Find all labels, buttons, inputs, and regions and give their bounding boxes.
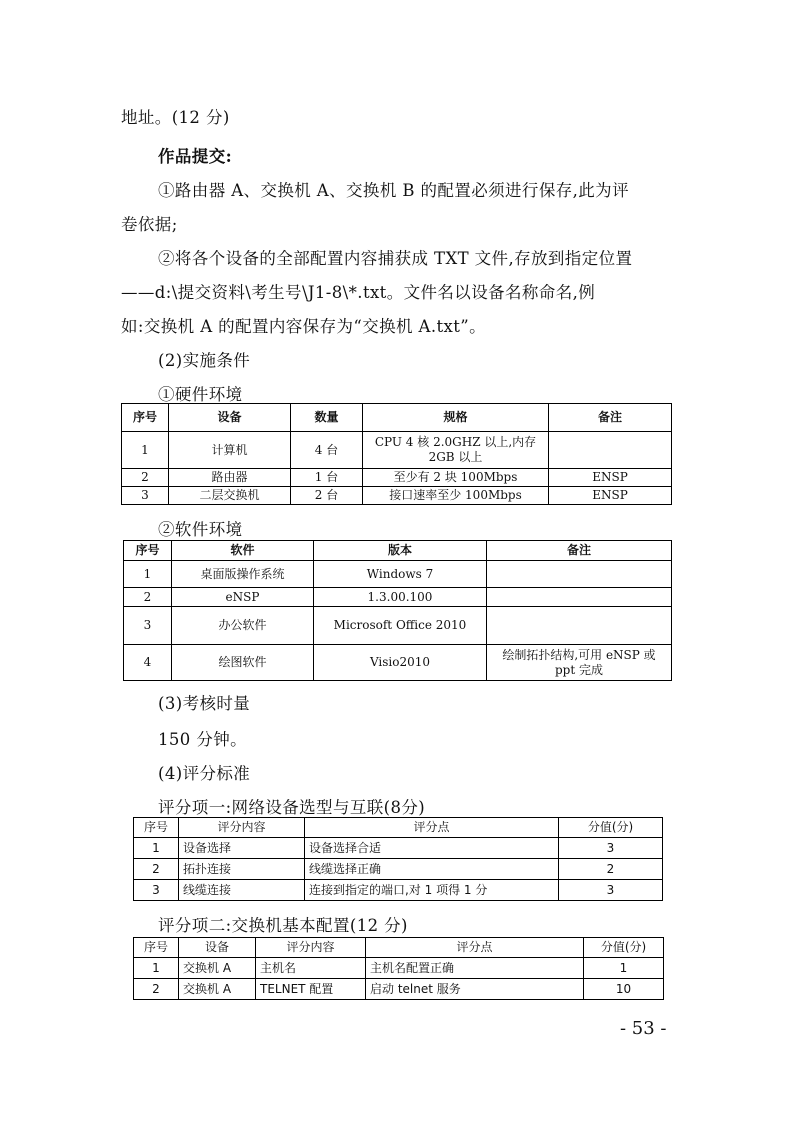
table-cell: eNSP: [172, 588, 314, 607]
table-cell: CPU 4 核 2.0GHZ 以上,内存 2GB 以上: [363, 432, 549, 469]
table-cell: 4 台: [291, 432, 363, 469]
s2-header-point: 评分点: [366, 938, 584, 958]
table-cell: 主机名: [256, 958, 366, 979]
table-row: [122, 487, 672, 505]
table-cell: 1: [134, 958, 179, 979]
table-row: [122, 432, 672, 469]
table-cell: ENSP: [549, 469, 672, 487]
table-cell: TELNET 配置: [256, 979, 366, 1000]
s1-header-score: 分值(分): [559, 818, 663, 838]
s2-header-score: 分值(分): [584, 938, 664, 958]
table-cell: 交换机 A: [179, 979, 256, 1000]
table-cell: 拓扑连接: [179, 859, 305, 880]
sw-header-version: 版本: [314, 541, 487, 561]
table-row: [124, 607, 672, 645]
line-address: 地址。(12 分): [121, 108, 230, 127]
submit-heading: 作品提交:: [158, 147, 233, 166]
table-cell: 1: [124, 561, 172, 588]
hw-header-no: 序号: [122, 404, 169, 432]
table-cell: 3: [559, 838, 663, 859]
hw-header-qty: 数量: [291, 404, 363, 432]
table-cell: 10: [584, 979, 664, 1000]
table-cell: 3: [134, 880, 179, 901]
table-row: [122, 469, 672, 487]
hardware-heading: ①硬件环境: [158, 385, 243, 404]
table-cell: 1.3.00.100: [314, 588, 487, 607]
table-row: [134, 838, 663, 859]
s2-header-content: 评分内容: [256, 938, 366, 958]
table-cell: 至少有 2 块 100Mbps: [363, 469, 549, 487]
table-row: [124, 561, 672, 588]
sw-header-software: 软件: [172, 541, 314, 561]
duration-text: 150 分钟。: [158, 730, 248, 749]
section-3-heading: (3)考核时量: [158, 694, 251, 713]
hw-header-note: 备注: [549, 404, 672, 432]
table-cell: 1: [584, 958, 664, 979]
table-cell: 设备选择合适: [305, 838, 559, 859]
hw-header-device: 设备: [169, 404, 291, 432]
hardware-table: [121, 403, 672, 505]
s1-header-content: 评分内容: [179, 818, 305, 838]
table-cell: 连接到指定的端口,对 1 项得 1 分: [305, 880, 559, 901]
table-cell: 2: [134, 979, 179, 1000]
table-cell: 2: [559, 859, 663, 880]
table-row: [134, 979, 664, 1000]
table-cell: 3: [559, 880, 663, 901]
item2-line-c: 如:交换机 A 的配置内容保存为“交换机 A.txt”。: [121, 317, 487, 336]
table-cell: ENSP: [549, 487, 672, 505]
software-heading: ②软件环境: [158, 520, 243, 539]
section-2-heading: (2)实施条件: [158, 351, 251, 370]
table-cell: 计算机: [169, 432, 291, 469]
score2-heading: 评分项二:交换机基本配置(12 分): [158, 916, 408, 935]
table-cell: 3: [122, 487, 169, 505]
table-cell: 2 台: [291, 487, 363, 505]
table-row: [134, 880, 663, 901]
table-row: [124, 588, 672, 607]
table-cell: 办公软件: [172, 607, 314, 645]
section-4-heading: (4)评分标准: [158, 764, 251, 783]
table-cell: Microsoft Office 2010: [314, 607, 487, 645]
table-cell: [487, 588, 672, 607]
page-number: - 53 -: [620, 1018, 667, 1039]
table-cell: 绘制拓扑结构,可用 eNSP 或 ppt 完成: [487, 645, 672, 681]
sw-header-note: 备注: [487, 541, 672, 561]
table-cell: 2: [134, 859, 179, 880]
table-row: [134, 859, 663, 880]
table-cell: 启动 telnet 服务: [366, 979, 584, 1000]
table-cell: [487, 561, 672, 588]
s2-header-no: 序号: [134, 938, 179, 958]
table-cell: 接口速率至少 100Mbps: [363, 487, 549, 505]
table-cell: [549, 432, 672, 469]
item1-line-a: ①路由器 A、交换机 A、交换机 B 的配置必须进行保存,此为评: [158, 181, 629, 200]
s1-header-point: 评分点: [305, 818, 559, 838]
table-row: [124, 645, 672, 681]
table-cell: 线缆连接: [179, 880, 305, 901]
table-cell: 绘图软件: [172, 645, 314, 681]
score1-heading: 评分项一:网络设备选型与互联(8分): [158, 798, 426, 817]
table-cell: 1 台: [291, 469, 363, 487]
table-cell: 交换机 A: [179, 958, 256, 979]
table-cell: 设备选择: [179, 838, 305, 859]
software-table: [123, 540, 672, 681]
item2-line-b: ——d:\提交资料\考生号\J1-8\*.txt。文件名以设备名称命名,例: [121, 283, 596, 302]
table-cell: 3: [124, 607, 172, 645]
table-cell: 桌面版操作系统: [172, 561, 314, 588]
table-cell: 4: [124, 645, 172, 681]
table-cell: 2: [124, 588, 172, 607]
score-table-1: [133, 817, 663, 901]
table-cell: 1: [122, 432, 169, 469]
table-cell: 主机名配置正确: [366, 958, 584, 979]
sw-header-no: 序号: [124, 541, 172, 561]
item1-line-b: 卷依据;: [121, 215, 178, 234]
hw-header-spec: 规格: [363, 404, 549, 432]
table-row: [134, 958, 664, 979]
table-cell: Windows 7: [314, 561, 487, 588]
s2-header-device: 设备: [179, 938, 256, 958]
table-cell: 2: [122, 469, 169, 487]
s1-header-no: 序号: [134, 818, 179, 838]
item2-line-a: ②将各个设备的全部配置内容捕获成 TXT 文件,存放到指定位置: [158, 249, 633, 268]
table-cell: 路由器: [169, 469, 291, 487]
table-cell: [487, 607, 672, 645]
table-cell: Visio2010: [314, 645, 487, 681]
table-cell: 线缆选择正确: [305, 859, 559, 880]
table-cell: 1: [134, 838, 179, 859]
table-cell: 二层交换机: [169, 487, 291, 505]
score-table-2: [133, 937, 664, 1000]
